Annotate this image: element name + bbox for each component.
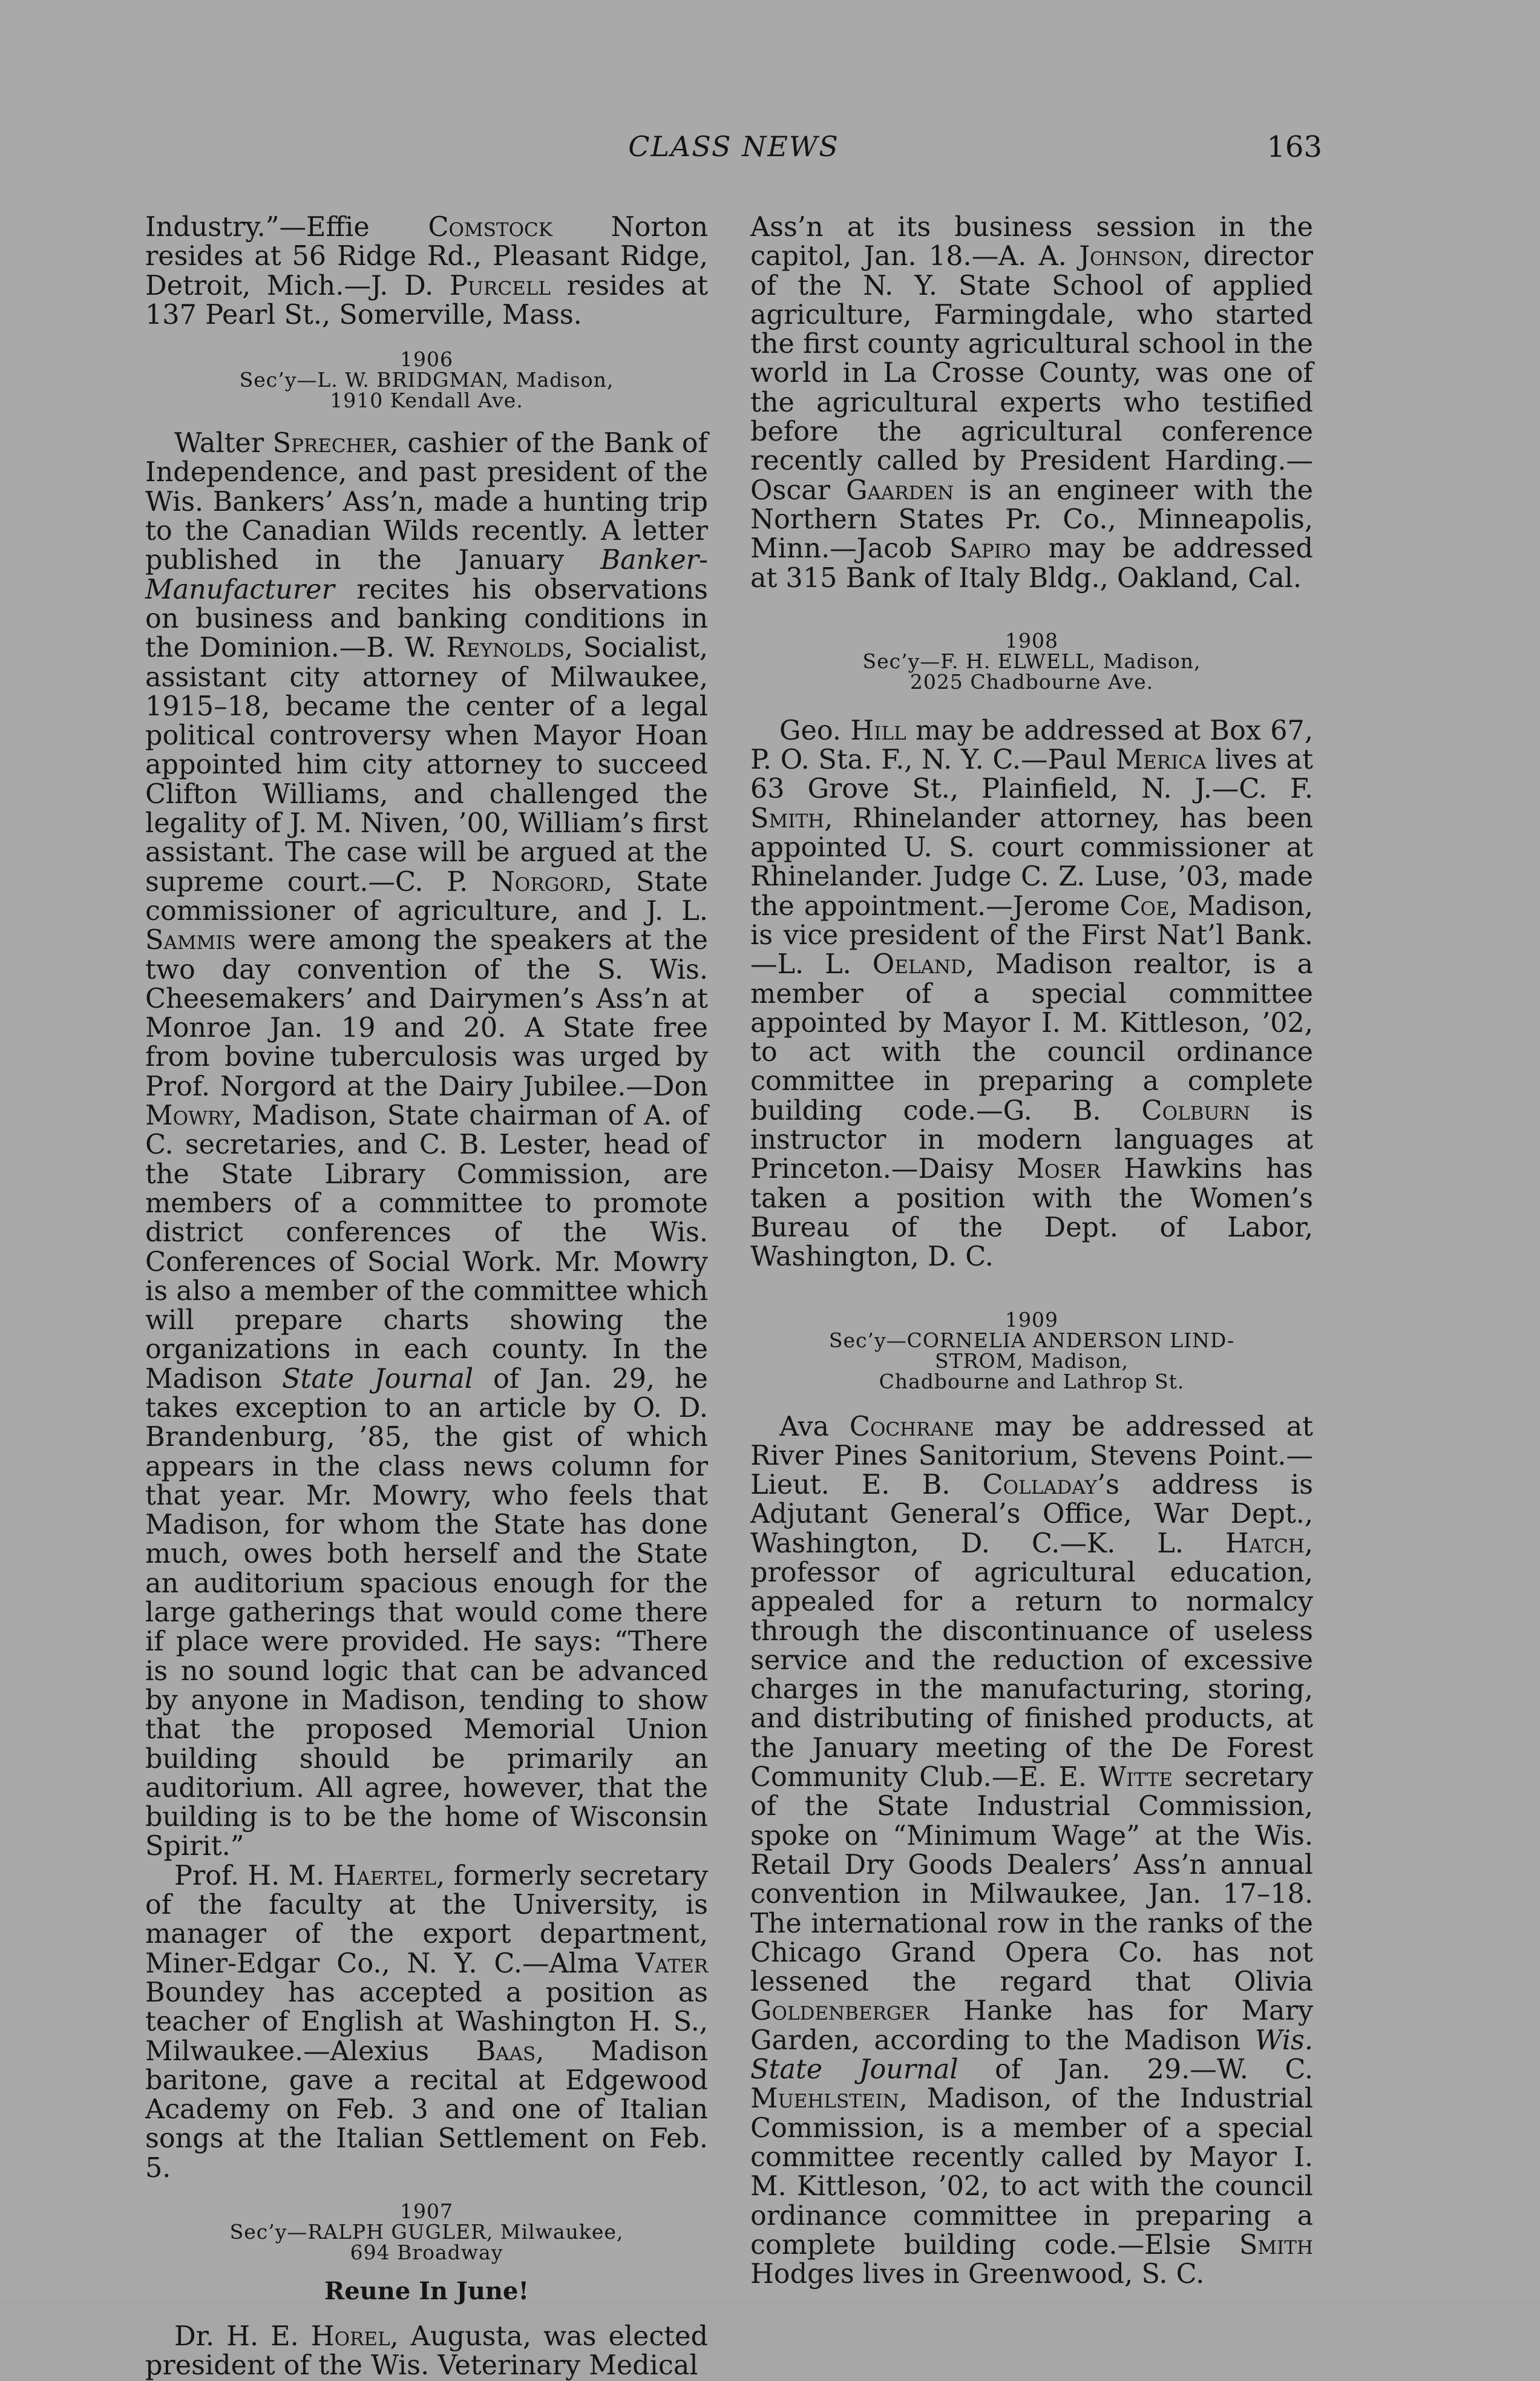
paragraph-1909 — [750, 1413, 1313, 2290]
paragraph-1906-a — [145, 429, 708, 1862]
paragraph-1906-b — [145, 1862, 708, 2183]
paragraph-1908 — [750, 717, 1313, 1272]
page-number: 163 — [1266, 130, 1322, 164]
publication-title: State Journal — [282, 1363, 474, 1394]
text-run: secretary of the State Industrial Commission, spoke on “Minimum Wage” at the Wis. Retail Dry Goods Dealers’ Ass’n annual convention in Milwaukee, Jan. 17–18. The international row in the ranks of the Chicago Grand Opera Co. has not lessened the regard that Olivia — [750, 1762, 1314, 1998]
person-surname: Sprecher — [272, 428, 390, 459]
person-surname: Hill — [850, 715, 906, 746]
text-run: , Madison realtor, is a member of a special committee appointed by Mayor I. M. Kittleson, ’02, to act with the council ordinance committee in preparing a complete building code.—G. B. — [750, 949, 1313, 1126]
person-surname: Coe — [1119, 890, 1170, 922]
text-run: Hanke has for Mary Garden, according to the Madison — [750, 1995, 1313, 2056]
class-year: 1907 — [400, 2199, 453, 2223]
left-column — [145, 213, 708, 2381]
person-surname: Johnson — [1079, 241, 1183, 272]
person-surname: Sapiro — [949, 533, 1031, 565]
text-run: lives at 63 Grove St., Plainfield, N. J.—C. F. — [750, 744, 1314, 805]
text-run: Geo. — [779, 715, 851, 746]
text-run: , Socialist, assistant city attorney of Milwaukee, 1915–18, became the center of a legal political controversy when Mayor Hoan appointed him city attorney to succeed Clifton Williams, and challenged the legality of J. M. Niven, ’00, William’s first assistant. The case will be argued at the supreme court.—C. P. — [145, 632, 708, 898]
text-run: , State commissioner of agriculture, and J. L. — [145, 866, 708, 927]
text-run: Hodges lives in Greenwood, S. C. — [750, 2259, 1205, 2290]
person-surname: Hatch — [1225, 1528, 1305, 1559]
text-run: ’s address is Adjutant General’s Office, War Dept., Washington, D. C.—K. L. — [750, 1470, 1314, 1559]
person-surname: Norgord — [491, 866, 605, 898]
text-run: , director of the N. Y. State School of applied agriculture, Farmingdale, who started the first county agricultural school in the world in La Crosse County, was one of the agricultural experts who testified before the agricultural conference recently called by President Harding.—Oscar — [750, 241, 1313, 506]
person-surname: Gaarden — [845, 475, 954, 506]
text-run: recites his observations on business and banking conditions in the Dominion.—B. W. — [145, 574, 708, 664]
paragraph-intro — [145, 213, 708, 330]
person-surname: Oeland — [872, 949, 966, 980]
running-head: CLASS NEWS — [628, 130, 839, 163]
text-run: Prof. H. M. — [174, 1860, 333, 1891]
text-run: , professor of agricultural education, appealed for a return to normalcy through the discontinuance of useless service and the reduction of excessive charges in the manufacturing, storing, and distributing of finished products, at the January meeting of the De Forest Community Club.—E. E. — [750, 1528, 1313, 1793]
text-run: is an engineer with the Northern States Pr. Co., Minneapolis, Minn.—Jacob — [750, 475, 1313, 565]
person-surname: Muehlstein — [750, 2083, 899, 2115]
text-run: , Augusta, was elected president of the Wis. Veterinary Medical — [145, 2321, 708, 2381]
class-year: 1909 — [1005, 1307, 1058, 1332]
publication-title: Banker-Manufacturer — [145, 545, 708, 605]
text-run: is instructor in modern languages at Princeton.—Daisy — [750, 1095, 1313, 1185]
person-surname: Horel — [310, 2321, 390, 2352]
class-secretary: Sec’y—F. H. ELWELL, Madison, — [862, 649, 1201, 673]
class-heading-1909 — [750, 1307, 1313, 1393]
class-heading-1907 — [145, 2201, 708, 2263]
person-surname: Sammis — [145, 925, 236, 956]
class-secretary-address: 694 Broadway — [350, 2241, 503, 2264]
class-secretary-address: 2025 Chadbourne Ave. — [909, 669, 1154, 694]
class-year: 1908 — [1005, 628, 1058, 652]
class-heading-1908 — [750, 628, 1313, 694]
person-surname: Smith — [1239, 2229, 1313, 2261]
text-run: may be addressed at River Pines Sanitorium, Stevens Point.—Lieut. E. B. — [750, 1411, 1313, 1501]
person-surname: Reynolds — [446, 632, 565, 664]
text-run: resides at 137 Pearl St., Somerville, Mass. — [145, 270, 708, 330]
text-run: , Madison, State chairman of A. of C. secretaries, and C. B. Lester, head of the State Library Commission, are members of a committee to promote district conferences of the Wis. Conferences of Social Work. Mr. Mowry is also a member of the committee which will prepare charts showing the organizations in each county. In the Madison — [145, 1100, 708, 1394]
person-surname: Goldenberger — [750, 1995, 929, 2027]
text-run: Boundey has accepted a position as teacher of English at Washington H. S., Milwaukee.—Alexius — [145, 1977, 708, 2067]
person-surname: Witte — [1098, 1762, 1173, 1793]
person-surname: Mowry — [145, 1100, 234, 1132]
class-secretary: Sec’y—RALPH GUGLER, Milwaukee, — [229, 2220, 624, 2244]
text-run: , Madison baritone, gave a recital at Edgewood Academy on Feb. 3 and one of Italian songs at the Italian Settlement on Feb. 5. — [145, 2035, 708, 2184]
text-run: Ass’n at its business session in the capitol, Jan. 18.—A. A. — [750, 212, 1313, 272]
reune-slogan: Reune In June! — [324, 2277, 529, 2305]
person-surname: Colladay — [982, 1470, 1098, 1501]
person-surname: Haertel — [333, 1860, 437, 1891]
text-run: may be addressed at Box 67, P. O. Sta. F., N. Y. C.—Paul — [750, 715, 1313, 776]
paragraph-1907-continued — [750, 213, 1313, 593]
person-surname: Smith — [750, 803, 825, 834]
text-run: of Jan. 29, he takes exception to an article by O. D. Brandenburg, ’85, the gist of which appears in the class news column for that year. Mr. Mowry, who feels that Madison, for whom the State has done much, owes both herself and the State an auditorium spacious enough for the large gatherings that would come there if place were provided. He says: “There is no sound logic that can be advanced by anyone in Madison, tending to show that the proposed Memorial Union building should be primarily an auditorium. All agree, however, that the building is to be the home of Wisconsin Spirit.” — [145, 1363, 708, 1862]
person-surname: Colburn — [1141, 1095, 1250, 1126]
text-run: Ava — [779, 1411, 850, 1442]
right-column — [750, 213, 1313, 2289]
class-secretary-continued: STROM, Madison, — [935, 1348, 1129, 1373]
text-run: Industry.”—Effie — [145, 212, 428, 243]
text-run: Walter — [174, 428, 273, 459]
text-run: , Madison, of the Industrial Commission, is a member of a special committee recently called by Mayor I. M. Kittleson, ’02, to act with the council ordinance committee in preparing a complete building code.—Elsie — [750, 2083, 1313, 2261]
text-run: of Jan. 29.—W. C. — [958, 2054, 1314, 2086]
text-run: were among the speakers at the two day convention of the S. Wis. Cheesemakers’ and Dairymen’s Ass’n at Monroe Jan. 19 and 20. A State free from bovine tuberculosis was urged by Prof. Norgord at the Dairy Jubilee.—Don — [145, 925, 708, 1102]
text-run: may be addressed at 315 Bank of Italy Bldg., Oakland, Cal. — [750, 533, 1313, 594]
paragraph-1907 — [145, 2322, 708, 2381]
text-run: , Madison, is vice president of the First Nat’l Bank.—L. L. — [750, 890, 1313, 980]
person-surname: Baas — [476, 2035, 536, 2067]
publication-title: Wis. State Journal — [750, 2025, 1313, 2086]
text-run: , formerly secretary of the faculty at the University, is manager of the export department, Miner-Edgar Co., N. Y. C.—Alma — [145, 1860, 708, 1979]
person-surname: Moser — [1017, 1154, 1101, 1185]
page-header — [145, 130, 1322, 172]
text-run: , Rhinelander attorney, has been appointed U. S. court commissioner at Rhinelander. Judge C. Z. Luse, ’03, made the appointment.—Jerome — [750, 803, 1313, 922]
person-surname: Merica — [1115, 744, 1207, 776]
class-secretary-address: 1910 Kendall Ave. — [330, 389, 523, 413]
class-secretary: Sec’y—CORNELIA ANDERSON LIND- — [828, 1328, 1235, 1352]
class-year: 1906 — [400, 347, 453, 372]
class-secretary: Sec’y—L. W. BRIDGMAN, Madison, — [239, 368, 614, 392]
person-surname: Purcell — [449, 270, 551, 301]
person-surname: Comstock — [428, 212, 552, 243]
text-run: , cashier of the Bank of Independence, and past president of the Wis. Bankers’ Ass’n, made a hunting trip to the Canadian Wilds recently. A letter published in the January — [145, 428, 708, 576]
person-surname: Vater — [635, 1948, 708, 1979]
class-secretary-address: Chadbourne and Lathrop St. — [879, 1369, 1185, 1393]
text-run: Norton resides at 56 Ridge Rd., Pleasant Ridge, Detroit, Mich.—J. D. — [145, 212, 708, 301]
class-heading-1906 — [145, 349, 708, 411]
person-surname: Cochrane — [849, 1411, 974, 1442]
text-run: Hawkins has taken a position with the Women’s Bureau of the Dept. of Labor, Washington, D. C. — [750, 1154, 1313, 1273]
text-run: Dr. H. E. — [174, 2321, 311, 2352]
